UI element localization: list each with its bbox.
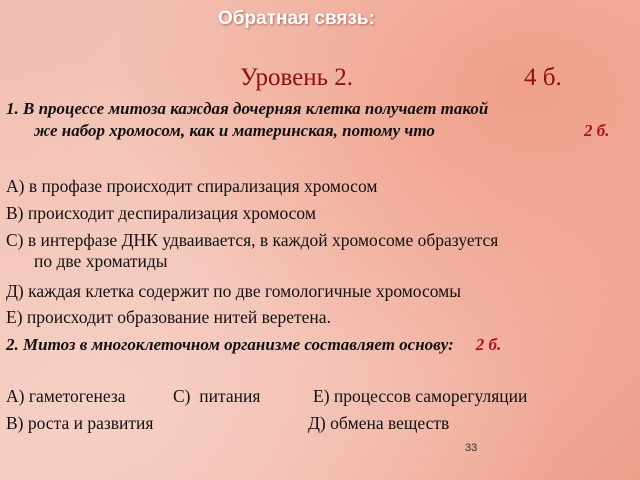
question-2-points: 2 б. (475, 335, 502, 354)
level-points: 4 б. (524, 64, 562, 91)
level-label: Уровень 2. (240, 64, 354, 91)
question-1-points: 2 б. (584, 121, 610, 140)
option-a: А) в профазе происходит спирализация хромосом (6, 176, 378, 196)
question-1-line-2: же набор хромосом, как и материнская, потому что (34, 121, 435, 140)
answer-a: А) гаметогенеза (6, 386, 126, 406)
option-c (6, 230, 632, 272)
question-1-line-1: 1. В процессе митоза каждая дочерняя клетка получает такой (6, 99, 489, 118)
slide-number: 33 (465, 442, 478, 454)
option-e: Е) происходит образование нитей веретена. (6, 307, 331, 327)
option-b: В) происходит деспирализация хромосом (6, 203, 316, 223)
option-d: Д) каждая клетка содержит по две гомологичные хромосомы (6, 281, 462, 301)
question-2 (6, 334, 632, 356)
option-c-text: С) в интерфазе ДНК удваивается, в каждой хромосоме образуется (6, 230, 499, 250)
question-1 (6, 98, 632, 142)
answer-d: Д) обмена веществ (308, 413, 450, 433)
answer-c: С) питания (173, 386, 261, 406)
slide-title: Обратная связь: (218, 8, 375, 29)
option-c-continuation: по две хроматиды (34, 251, 168, 271)
question-2-text: 2. Митоз в многоклеточном организме составляет основу: (6, 335, 454, 354)
answer-b: В) роста и развития (6, 413, 154, 433)
answer-e: Е) процессов саморегуляции (313, 386, 528, 406)
